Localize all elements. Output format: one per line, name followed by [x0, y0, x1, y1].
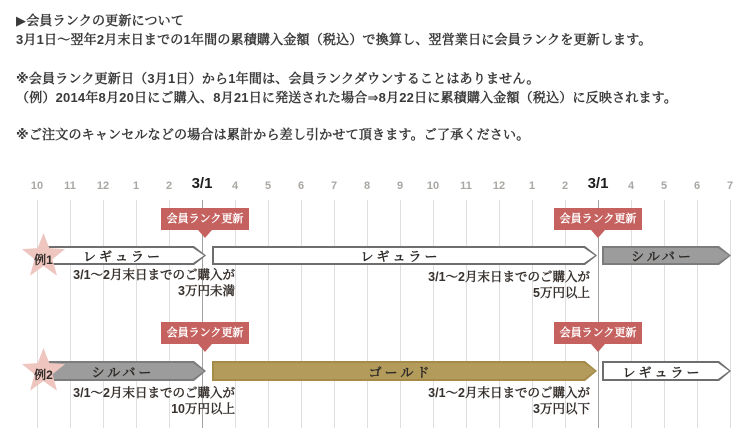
rank-arrow-silver: [602, 246, 731, 265]
month-tick: 10: [30, 180, 44, 192]
rank-arrow-label: レギュラー: [82, 249, 163, 264]
month-tick: 6: [297, 180, 305, 192]
month-tick: 1: [132, 180, 140, 192]
note-example-dates: （例）2014年8月20日にご購入、8月21日に発送された場合⇒8月22日に累積購入金額（税込）に反映されます。: [16, 90, 678, 105]
month-tick: 11: [64, 180, 76, 192]
note-cancellation: ※ご注文のキャンセルなどの場合は累計から差し引かせて頂きます。ご了承ください。: [16, 127, 530, 142]
caption-line2: 3万円未満: [178, 283, 235, 298]
rank-arrow-silver: [48, 361, 206, 381]
gridline: [268, 200, 269, 428]
gridline: [301, 200, 302, 428]
rank-arrow-regular: [602, 361, 731, 381]
rank-update-badge: 会員ランク更新: [161, 208, 249, 230]
rank-arrow-label: レギュラー: [360, 249, 441, 264]
note-no-rankdown: ※会員ランク更新日（3月1日）から1年間は、会員ランクダウンすることはありません。: [16, 71, 540, 86]
caption-line1: 3/1～2月末日までのご購入が: [428, 270, 590, 284]
rank-update-badge: 会員ランク更新: [554, 208, 642, 230]
month-tick: 8: [363, 180, 371, 192]
caption-line2: 5万円以上: [533, 285, 590, 300]
gridline: [664, 200, 665, 428]
month-tick: 9: [396, 180, 404, 192]
rank-update-badge: 会員ランク更新: [554, 322, 642, 344]
month-tick: 11: [460, 180, 472, 192]
month-tick: 2: [165, 180, 173, 192]
caption-line1: 3/1～2月末日までのご購入が: [428, 386, 590, 400]
month-tick-march1: 3/1: [191, 175, 213, 192]
rank-update-description: 3月1日～翌年2月末日までの1年間の累積購入金額（税込）で換算し、翌営業日に会員ランクを更新します。: [16, 32, 652, 47]
month-tick: 12: [492, 180, 506, 192]
month-tick: 6: [693, 180, 701, 192]
rank-arrow-label: シルバー: [631, 249, 694, 264]
month-tick: 4: [627, 180, 635, 192]
rank-arrow-gold: [212, 361, 597, 381]
gridline: [631, 200, 632, 428]
gridline: [730, 200, 731, 428]
purchase-condition-caption: [380, 270, 590, 301]
rank-arrow-label: ゴールド: [368, 364, 433, 380]
month-tick: 7: [726, 180, 734, 192]
gridline: [367, 200, 368, 428]
gridline: [334, 200, 335, 428]
rank-arrow-regular: [212, 246, 597, 265]
section-title: ▶会員ランクの更新について: [16, 13, 185, 28]
caption-line1: 3/1～2月末日までのご購入が: [73, 386, 235, 400]
month-tick: 5: [264, 180, 272, 192]
month-tick: 4: [231, 180, 239, 192]
purchase-condition-caption: [380, 386, 590, 417]
month-tick: 7: [330, 180, 338, 192]
month-tick: 1: [528, 180, 536, 192]
month-tick: 10: [426, 180, 440, 192]
month-tick-march1: 3/1: [587, 175, 609, 192]
example1-star-icon: [21, 233, 66, 279]
rank-update-badge: 会員ランク更新: [161, 322, 249, 344]
example2-star-icon: [21, 348, 66, 394]
month-tick: 2: [561, 180, 569, 192]
month-tick: 12: [96, 180, 110, 192]
month-tick: 5: [660, 180, 668, 192]
gridline: [235, 200, 236, 428]
rank-arrow-label: シルバー: [91, 364, 155, 380]
gridline: [697, 200, 698, 428]
rank-arrow-label: レギュラー: [622, 364, 703, 380]
caption-line1: 3/1～2月末日までのご購入が: [73, 268, 235, 282]
example-label: 例2: [34, 367, 53, 382]
example-label: 例1: [34, 252, 53, 267]
rank-arrow-regular: [48, 246, 206, 265]
caption-line2: 10万円以上: [171, 401, 235, 416]
caption-line2: 3万円以下: [533, 401, 590, 416]
